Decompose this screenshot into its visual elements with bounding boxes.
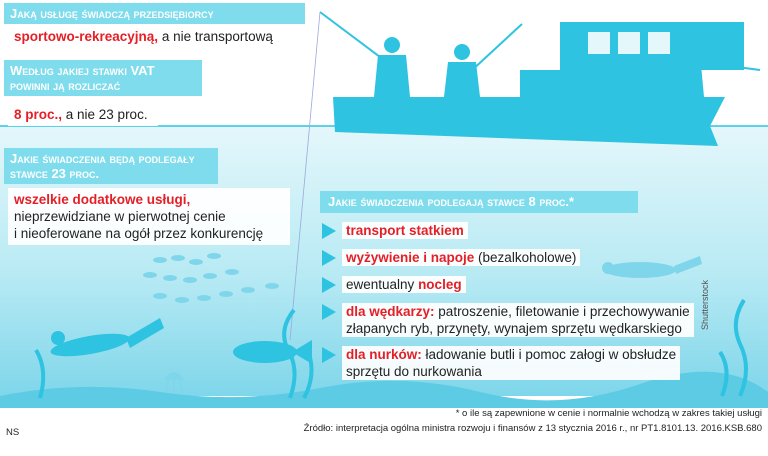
answer-3-line-3: i nieoferowane na ogół przez konkurencję xyxy=(14,226,264,241)
list-item xyxy=(320,222,468,248)
list-item xyxy=(320,303,694,339)
item-3-prefix: ewentualny xyxy=(346,277,419,292)
list-item xyxy=(320,276,466,302)
answer-2-highlight: 8 proc., xyxy=(14,107,63,122)
arrow-right-icon xyxy=(322,304,336,320)
answer-3 xyxy=(8,188,290,245)
arrow-right-icon xyxy=(322,347,336,363)
footnote: * o ile są zapewnione w cenie i normalnie wchodzą w zakres takiej usługi xyxy=(455,408,762,419)
answer-2-rest: a nie 23 proc. xyxy=(62,107,148,122)
item-4-highlight: dla wędkarzy: xyxy=(346,304,435,319)
answer-1-highlight: sportowo-rekreacyjną, xyxy=(14,29,159,44)
item-5-line-2: sprzętu do nurkowania xyxy=(346,364,482,379)
question-3-line-2: stawce 23 proc. xyxy=(10,166,100,181)
list-item xyxy=(320,346,680,382)
question-2-bar xyxy=(4,60,202,96)
question-3-bar xyxy=(4,148,218,184)
question-1-bar xyxy=(4,3,305,24)
item-5-highlight: dla nurków: xyxy=(346,347,422,362)
answer-1 xyxy=(8,25,300,48)
answer-3-highlight: wszelkie dodatkowe usługi, xyxy=(14,192,191,207)
question-2-line-1: Według jakiej stawki VAT xyxy=(10,63,155,78)
item-4-line-2: złapanych ryb, przynęty, wynajem sprzętu wędkarskiego xyxy=(346,321,682,336)
item-2-highlight: wyżywienie i napoje xyxy=(346,250,475,265)
item-1-highlight: transport statkiem xyxy=(346,223,464,238)
item-3-highlight: nocleg xyxy=(418,277,462,292)
photo-credit: Shutterstock xyxy=(700,279,710,330)
source-note: Źródło: interpretacja ogólna ministra rozwoju i finansów z 13 stycznia 2016 r., nr PT1.8101.13. 2016.KSB.680 xyxy=(303,423,762,434)
arrow-right-icon xyxy=(322,250,336,266)
arrow-right-icon xyxy=(322,223,336,239)
item-2-rest: (bezalkoholowe) xyxy=(474,250,577,265)
question-2-line-2: powinni ją rozliczać xyxy=(10,78,121,93)
arrow-right-icon xyxy=(322,277,336,293)
panel-title: Jakie świadczenia podlegają stawce 8 proc.* xyxy=(320,191,638,213)
list-item xyxy=(320,249,580,275)
item-5-rest: ładowanie butli i pomoc załogi w obsłudze xyxy=(421,347,677,362)
author-initials: NS xyxy=(6,427,20,438)
question-1-text: Jaką usługę świadczą przedsiębiorcy xyxy=(10,6,214,21)
answer-3-line-2: nieprzewidziane w pierwotnej cenie xyxy=(14,209,226,224)
answer-2 xyxy=(8,103,158,126)
answer-1-rest: a nie transportową xyxy=(158,29,273,44)
question-3-line-1: Jakie świadczenia będą podlegały xyxy=(10,151,195,166)
item-4-rest: patroszenie, filetowanie i przechowywanie xyxy=(434,304,690,319)
